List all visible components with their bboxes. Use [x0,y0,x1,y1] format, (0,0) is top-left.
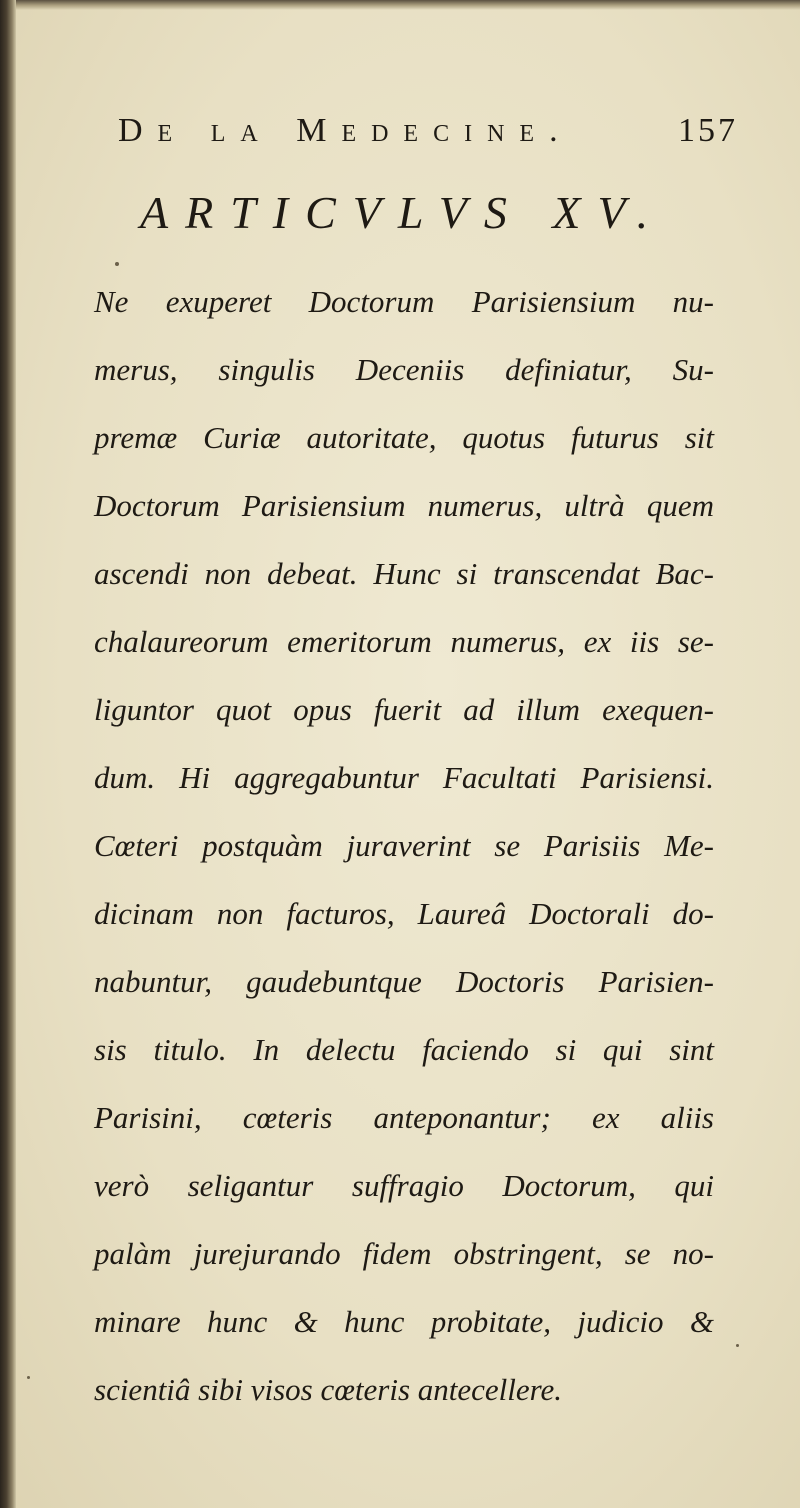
running-head: De la Medecine. [118,112,573,149]
text-line: verò seligantur suffragio Doctorum, qui [94,1168,714,1203]
text-line: Cœteri postquàm juraverint se Parisiis Me- [94,828,714,863]
text-line: merus, singulis Deceniis definiatur, Su- [94,352,714,387]
paper-speck [115,262,119,266]
book-binding-edge [0,0,16,1508]
article-body [94,268,714,1424]
text-line: Doctorum Parisiensium numerus, ultrà quem [94,488,714,523]
text-line: ascendi non debeat. Hunc si transcendat Bac- [94,556,714,591]
text-line: dum. Hi aggregabuntur Facultati Parisiensi. [94,760,714,795]
text-line: dicinam non facturos, Laureâ Doctorali do- [94,896,714,931]
article-heading: ARTICVLVS XV. [140,187,666,238]
text-line: premæ Curiæ autoritate, quotus futurus sit [94,420,714,455]
text-line: liguntor quot opus fuerit ad illum exequen- [94,692,714,727]
text-line: scientiâ sibi visos cœteris antecellere. [94,1372,563,1407]
paper-speck [27,1376,30,1379]
paper-speck [736,1344,739,1347]
text-line: Ne exuperet Doctorum Parisiensium nu- [94,284,714,319]
text-line: minare hunc & hunc probitate, judicio & [94,1304,714,1339]
text-line: palàm jurejurando fidem obstringent, se no- [94,1236,714,1271]
page-top-edge [16,0,800,10]
text-line: Parisini, cœteris anteponantur; ex aliis [94,1100,714,1135]
page-number: 157 [678,112,738,149]
text-line: nabuntur, gaudebuntque Doctoris Parisien- [94,964,714,999]
text-line: chalaureorum emeritorum numerus, ex iis se- [94,624,714,659]
text-line: sis titulo. In delectu faciendo si qui sint [94,1032,714,1067]
page-header [118,112,738,162]
